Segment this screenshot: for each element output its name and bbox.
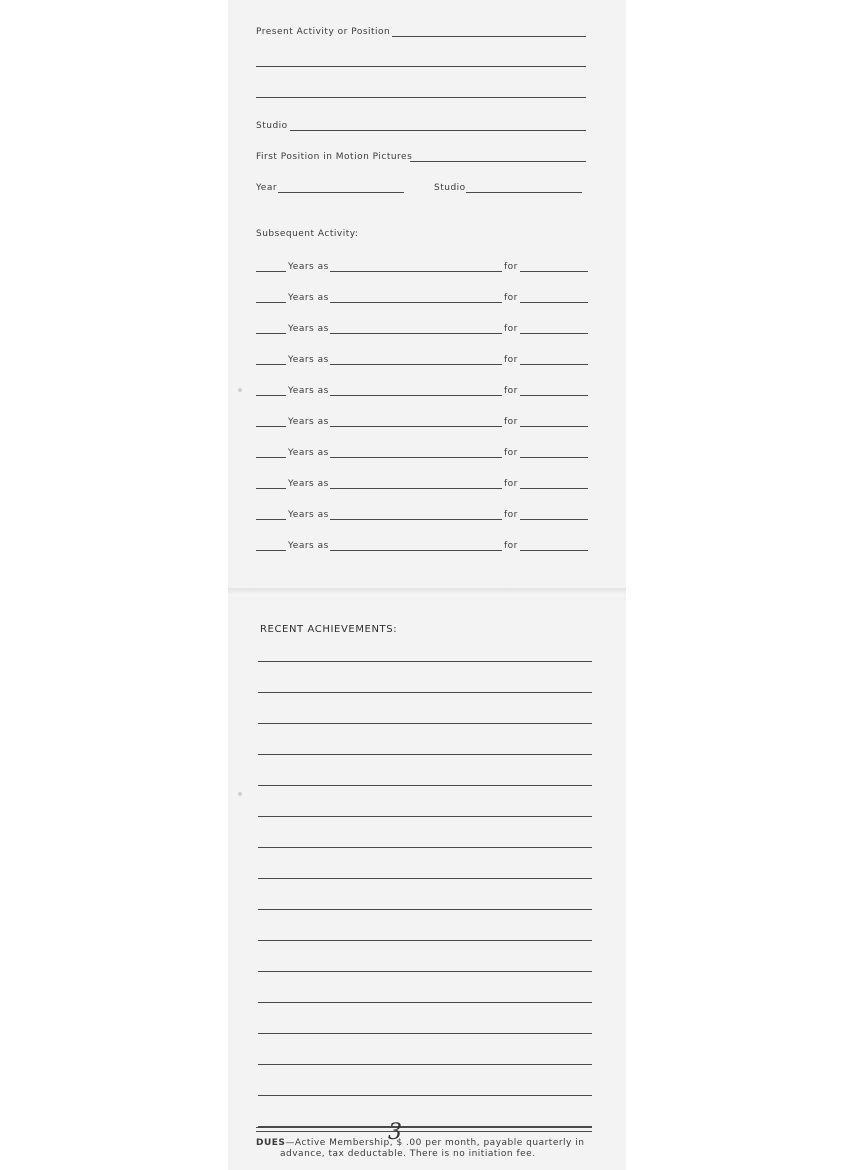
years-as-label: Years as: [288, 386, 329, 396]
achievement-line[interactable]: [258, 1033, 592, 1034]
years-as-label: Years as: [288, 448, 329, 458]
years-as-label: Years as: [288, 417, 329, 427]
employer-field[interactable]: [520, 364, 588, 365]
employer-field[interactable]: [520, 457, 588, 458]
achievement-line[interactable]: [258, 754, 592, 755]
year-field[interactable]: [278, 192, 404, 193]
dues-separator-line-2: [256, 1131, 592, 1132]
years-count-field[interactable]: [256, 271, 286, 272]
years-count-field[interactable]: [256, 550, 286, 551]
for-label: for: [504, 417, 518, 427]
years-count-field[interactable]: [256, 333, 286, 334]
achievement-line[interactable]: [258, 847, 592, 848]
position-field[interactable]: [330, 302, 502, 303]
position-field[interactable]: [330, 333, 502, 334]
employer-field[interactable]: [520, 519, 588, 520]
achievement-line[interactable]: [258, 1095, 592, 1096]
achievement-line[interactable]: [258, 1002, 592, 1003]
years-as-label: Years as: [288, 355, 329, 365]
achievement-line[interactable]: [258, 785, 592, 786]
years-as-label: Years as: [288, 510, 329, 520]
achievement-line[interactable]: [258, 909, 592, 910]
position-field[interactable]: [330, 550, 502, 551]
position-field[interactable]: [330, 457, 502, 458]
dues-label: DUES: [256, 1138, 286, 1148]
year-label: Year: [256, 183, 278, 193]
years-count-field[interactable]: [256, 364, 286, 365]
position-field[interactable]: [330, 488, 502, 489]
first-position-field[interactable]: [410, 161, 586, 162]
present-activity-field-3[interactable]: [256, 97, 586, 98]
for-label: for: [504, 448, 518, 458]
employer-field[interactable]: [520, 550, 588, 551]
achievement-line[interactable]: [258, 661, 592, 662]
employer-field[interactable]: [520, 426, 588, 427]
years-count-field[interactable]: [256, 395, 286, 396]
position-field[interactable]: [330, 364, 502, 365]
for-label: for: [504, 386, 518, 396]
achievement-line[interactable]: [258, 692, 592, 693]
years-as-label: Years as: [288, 262, 329, 272]
years-count-field[interactable]: [256, 302, 286, 303]
for-label: for: [504, 262, 518, 272]
employer-field[interactable]: [520, 488, 588, 489]
dues-line-2: advance, tax deductable. There is no initiation fee.: [280, 1149, 536, 1159]
years-as-label: Years as: [288, 479, 329, 489]
years-as-label: Years as: [288, 541, 329, 551]
for-label: for: [504, 293, 518, 303]
position-field[interactable]: [330, 395, 502, 396]
present-activity-field[interactable]: [392, 36, 586, 37]
for-label: for: [504, 479, 518, 489]
for-label: for: [504, 324, 518, 334]
achievement-line[interactable]: [258, 1064, 592, 1065]
for-label: for: [504, 510, 518, 520]
position-field[interactable]: [330, 426, 502, 427]
achievement-line[interactable]: [258, 971, 592, 972]
achievement-line[interactable]: [258, 816, 592, 817]
achievement-line[interactable]: [258, 878, 592, 879]
studio2-field[interactable]: [466, 192, 582, 193]
achievement-line[interactable]: [258, 723, 592, 724]
for-label: for: [504, 355, 518, 365]
present-activity-label: Present Activity or Position: [256, 27, 391, 37]
subsequent-activity-heading: Subsequent Activity:: [256, 229, 359, 239]
first-position-label: First Position in Motion Pictures: [256, 152, 413, 162]
position-field[interactable]: [330, 519, 502, 520]
studio-label: Studio: [256, 121, 288, 131]
years-count-field[interactable]: [256, 488, 286, 489]
handwritten-amount: 3: [388, 1120, 402, 1145]
present-activity-field-2[interactable]: [256, 66, 586, 67]
achievement-line[interactable]: [258, 940, 592, 941]
dues-note: [256, 1138, 596, 1160]
dues-line-1: —Active Membership, $ .00 per month, payable quarterly in: [285, 1138, 585, 1148]
employer-field[interactable]: [520, 395, 588, 396]
years-as-label: Years as: [288, 324, 329, 334]
years-count-field[interactable]: [256, 426, 286, 427]
employer-field[interactable]: [520, 333, 588, 334]
years-count-field[interactable]: [256, 457, 286, 458]
years-count-field[interactable]: [256, 519, 286, 520]
position-field[interactable]: [330, 271, 502, 272]
employer-field[interactable]: [520, 271, 588, 272]
paper-mark: [238, 792, 242, 796]
years-as-label: Years as: [288, 293, 329, 303]
studio2-label: Studio: [434, 183, 466, 193]
page-fold: [228, 588, 626, 596]
employer-field[interactable]: [520, 302, 588, 303]
dues-separator-line: [256, 1127, 592, 1128]
studio-field[interactable]: [290, 130, 586, 131]
paper-mark: [238, 388, 242, 392]
form-page: [228, 0, 626, 1170]
for-label: for: [504, 541, 518, 551]
recent-achievements-heading: RECENT ACHIEVEMENTS:: [260, 624, 398, 635]
